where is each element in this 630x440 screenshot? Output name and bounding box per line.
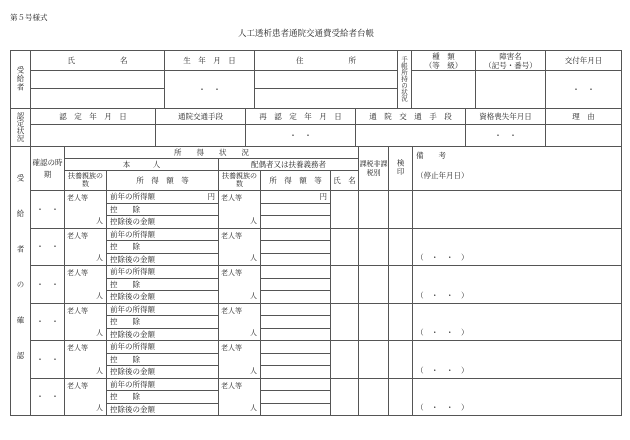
- spouse-post-deduction-cell[interactable]: [261, 291, 331, 304]
- spouse-person-unit: 人: [250, 254, 257, 262]
- col-timing: 確認の時期: [31, 147, 65, 191]
- self-deduction-cell[interactable]: [107, 278, 219, 291]
- col-remarks: [413, 147, 622, 191]
- col-type: 種 類 （等 級）: [412, 51, 476, 71]
- col-issue: 交付年月日: [546, 51, 622, 71]
- self-prev-income-cell[interactable]: [107, 228, 219, 241]
- tax-status-cell[interactable]: [359, 378, 389, 416]
- spouse-deduction-cell[interactable]: [261, 203, 331, 216]
- prev-income-label: 前年の所得額: [110, 192, 155, 202]
- self-deduction-cell[interactable]: [107, 203, 219, 216]
- certification-section-label: 認定状況: [11, 109, 31, 147]
- means-cell-2[interactable]: [356, 125, 466, 147]
- spouse-income-cell[interactable]: [261, 341, 331, 354]
- deduction-label: 控 除: [110, 204, 140, 214]
- seal-cell[interactable]: [389, 266, 413, 304]
- page-title: 人工透析患者通院交通費受給者台帳: [238, 29, 375, 39]
- self-dependents-cell[interactable]: [65, 303, 107, 341]
- recipient-section-label: 受給者: [11, 51, 31, 109]
- spouse-deduction-cell[interactable]: [261, 241, 331, 254]
- post-deduction-label: 控除後の金額: [110, 292, 155, 302]
- col-cert-date: 認 定 年 月 日: [31, 109, 156, 125]
- self-post-deduction-cell[interactable]: [107, 366, 219, 379]
- post-deduction-label: 控除後の金額: [110, 217, 155, 227]
- stop-date-placeholder: （ ・ ・ ）: [416, 290, 469, 300]
- self-person-unit: 人: [96, 366, 103, 375]
- col-loss-date: 資格喪失年月日: [466, 109, 546, 125]
- col-birth: 生 年 月 日: [165, 51, 255, 71]
- spouse-dependents-cell[interactable]: [219, 191, 261, 229]
- tax-status-cell[interactable]: [359, 191, 389, 229]
- self-person-unit: 人: [96, 254, 103, 262]
- self-person-unit: 人: [96, 216, 103, 225]
- address-cell-2[interactable]: [255, 89, 398, 109]
- spouse-elderly-label: 老人等: [221, 344, 242, 352]
- spouse-name-cell[interactable]: [331, 191, 359, 229]
- reason-cell[interactable]: [546, 125, 622, 147]
- spouse-post-deduction-cell[interactable]: [261, 253, 331, 266]
- spouse-name-cell[interactable]: [331, 228, 359, 266]
- deduction-label: 控 除: [110, 317, 140, 327]
- confirm-date-cell[interactable]: ・ ・: [31, 303, 65, 341]
- stop-date-placeholder: （ ・ ・ ）: [416, 328, 469, 337]
- yen-unit: 円: [207, 192, 215, 202]
- spouse-income-cell[interactable]: [261, 191, 331, 204]
- tax-status-cell[interactable]: [359, 303, 389, 341]
- spouse-name-cell[interactable]: [331, 341, 359, 379]
- prev-income-label: 前年の所得額: [110, 379, 155, 389]
- spouse-post-deduction-cell[interactable]: [261, 366, 331, 379]
- col-dependents-spouse: 扶養親族の数: [219, 171, 261, 191]
- spouse-elderly-label: 老人等: [221, 306, 242, 315]
- recipient-table: [10, 50, 622, 109]
- spouse-deduction-cell[interactable]: [261, 316, 331, 329]
- col-address: 住 所: [255, 51, 398, 71]
- col-reason: 理 由: [546, 109, 622, 125]
- remarks-cell[interactable]: [413, 341, 622, 379]
- spouse-elderly-label: 老人等: [221, 231, 242, 240]
- remarks-sub: （停止年月日）: [416, 171, 469, 180]
- self-prev-income-cell[interactable]: [107, 303, 219, 316]
- col-seal: 検印: [389, 147, 413, 191]
- col-income-amt-self: 所 得 額 等: [107, 171, 219, 191]
- spouse-income-cell[interactable]: [261, 228, 331, 241]
- post-deduction-label: 控除後の金額: [110, 254, 155, 264]
- deduction-label: 控 除: [110, 392, 140, 402]
- self-elderly-label: 老人等: [67, 194, 88, 202]
- spouse-name-cell[interactable]: [331, 378, 359, 416]
- spouse-post-deduction-cell[interactable]: [261, 216, 331, 229]
- confirmation-table: [10, 146, 622, 416]
- col-recert-date: 再 認 定 年 月 日: [246, 109, 356, 125]
- loss-date-cell[interactable]: ・ ・: [466, 125, 546, 147]
- form-number: 第５号様式: [10, 13, 48, 22]
- spouse-deduction-cell[interactable]: [261, 353, 331, 366]
- self-elderly-label: 老人等: [67, 381, 88, 390]
- seal-cell[interactable]: [389, 191, 413, 229]
- stop-date-placeholder: （ ・ ・ ）: [416, 365, 469, 375]
- issue-date-cell[interactable]: ・ ・: [546, 71, 622, 109]
- spouse-deduction-cell[interactable]: [261, 391, 331, 404]
- spouse-name-cell[interactable]: [331, 303, 359, 341]
- spouse-income-cell[interactable]: [261, 303, 331, 316]
- stop-date-placeholder: （ ・ ・ ）: [416, 253, 469, 262]
- remarks-cell[interactable]: [413, 191, 622, 229]
- disability-cell[interactable]: [476, 71, 546, 109]
- spouse-elderly-label: 老人等: [221, 381, 242, 390]
- col-name: 氏 名: [31, 51, 165, 71]
- self-prev-income-cell[interactable]: [107, 266, 219, 279]
- spouse-person-unit: 人: [250, 366, 257, 375]
- self-dependents-cell[interactable]: [65, 378, 107, 416]
- self-elderly-label: 老人等: [67, 231, 88, 240]
- spouse-post-deduction-cell[interactable]: [261, 328, 331, 341]
- self-elderly-label: 老人等: [67, 269, 88, 277]
- type-cell[interactable]: [412, 71, 476, 109]
- col-dependents-self: 扶養親族の数: [65, 171, 107, 191]
- seal-cell[interactable]: [389, 341, 413, 379]
- remarks-cell[interactable]: [413, 266, 622, 304]
- col-tax: 課税非課税別: [359, 147, 389, 191]
- self-elderly-label: 老人等: [67, 344, 88, 352]
- prev-income-label: 前年の所得額: [110, 267, 155, 277]
- spouse-name-cell[interactable]: [331, 266, 359, 304]
- self-deduction-cell[interactable]: [107, 391, 219, 404]
- self-dependents-cell[interactable]: [65, 266, 107, 304]
- deduction-label: 控 除: [110, 354, 140, 364]
- tax-status-cell[interactable]: [359, 341, 389, 379]
- spouse-deduction-cell[interactable]: [261, 278, 331, 291]
- confirm-date-cell[interactable]: ・ ・: [31, 266, 65, 304]
- deduction-label: 控 除: [110, 242, 140, 252]
- remarks-label: 備 考: [416, 151, 447, 160]
- confirm-date-cell[interactable]: ・ ・: [31, 191, 65, 229]
- spouse-person-unit: 人: [250, 404, 257, 412]
- col-income: 所 得 状 況: [65, 147, 359, 159]
- self-deduction-cell[interactable]: [107, 353, 219, 366]
- birth-date-cell[interactable]: ・ ・: [165, 71, 255, 109]
- yen-unit: 円: [319, 192, 327, 202]
- spouse-elderly-label: 老人等: [221, 269, 242, 277]
- col-spouse: 配偶者又は扶養義務者: [219, 159, 359, 171]
- self-dependents-cell[interactable]: [65, 191, 107, 229]
- spouse-elderly-label: 老人等: [221, 194, 242, 202]
- remarks-cell[interactable]: [413, 303, 622, 341]
- post-deduction-label: 控除後の金額: [110, 404, 155, 414]
- recert-date-cell[interactable]: ・ ・: [246, 125, 356, 147]
- self-post-deduction-cell[interactable]: [107, 403, 219, 416]
- spouse-person-unit: 人: [250, 291, 257, 300]
- tax-status-cell[interactable]: [359, 266, 389, 304]
- col-spouse-name: 氏 名: [331, 171, 359, 191]
- stop-date-placeholder: （ ・ ・ ）: [416, 403, 469, 412]
- spouse-income-cell[interactable]: [261, 266, 331, 279]
- remarks-cell[interactable]: [413, 378, 622, 416]
- self-post-deduction-cell[interactable]: [107, 291, 219, 304]
- col-means-2: 通 院 交 通 手 段: [356, 109, 466, 125]
- deduction-label: 控 除: [110, 279, 140, 289]
- prev-income-label: 前年の所得額: [110, 304, 155, 314]
- col-techo: 手帳所持の状況: [398, 51, 412, 109]
- self-prev-income-cell[interactable]: [107, 191, 219, 204]
- col-means: 通院交通手段: [156, 109, 246, 125]
- spouse-post-deduction-cell[interactable]: [261, 403, 331, 416]
- col-income-amt-spouse: 所 得 額 等: [261, 171, 331, 191]
- self-post-deduction-cell[interactable]: [107, 216, 219, 229]
- confirm-date-cell[interactable]: ・ ・: [31, 228, 65, 266]
- self-dependents-cell[interactable]: [65, 228, 107, 266]
- remarks-cell[interactable]: [413, 228, 622, 266]
- tax-status-cell[interactable]: [359, 228, 389, 266]
- spouse-income-cell[interactable]: [261, 378, 331, 391]
- prev-income-label: 前年の所得額: [110, 229, 155, 239]
- confirm-date-cell[interactable]: ・ ・: [31, 341, 65, 379]
- spouse-dependents-cell[interactable]: [219, 378, 261, 416]
- self-person-unit: 人: [96, 329, 103, 337]
- self-post-deduction-cell[interactable]: [107, 253, 219, 266]
- self-post-deduction-cell[interactable]: [107, 328, 219, 341]
- post-deduction-label: 控除後の金額: [110, 367, 155, 377]
- confirm-date-cell[interactable]: ・ ・: [31, 378, 65, 416]
- name-kana-cell[interactable]: [31, 71, 165, 89]
- spouse-dependents-cell[interactable]: [219, 341, 261, 379]
- self-prev-income-cell[interactable]: [107, 341, 219, 354]
- means-cell[interactable]: [156, 125, 246, 147]
- address-cell-1[interactable]: [255, 71, 398, 89]
- col-self: 本 人: [65, 159, 219, 171]
- self-elderly-label: 老人等: [67, 306, 88, 315]
- name-cell[interactable]: [31, 89, 165, 109]
- spouse-person-unit: 人: [250, 216, 257, 225]
- certification-table: [10, 108, 622, 147]
- spouse-person-unit: 人: [250, 329, 257, 337]
- prev-income-label: 前年の所得額: [110, 342, 155, 352]
- cert-date-cell[interactable]: [31, 125, 156, 147]
- self-dependents-cell[interactable]: [65, 341, 107, 379]
- seal-cell[interactable]: [389, 228, 413, 266]
- spouse-dependents-cell[interactable]: [219, 228, 261, 266]
- spouse-dependents-cell[interactable]: [219, 266, 261, 304]
- post-deduction-label: 控除後の金額: [110, 329, 155, 339]
- seal-cell[interactable]: [389, 303, 413, 341]
- self-deduction-cell[interactable]: [107, 241, 219, 254]
- self-prev-income-cell[interactable]: [107, 378, 219, 391]
- self-person-unit: 人: [96, 404, 103, 412]
- seal-cell[interactable]: [389, 378, 413, 416]
- confirmation-side-label: 受給者の確認: [11, 147, 31, 416]
- self-person-unit: 人: [96, 291, 103, 300]
- self-deduction-cell[interactable]: [107, 316, 219, 329]
- col-disability: 障害名 （記号・番号）: [476, 51, 546, 71]
- spouse-dependents-cell[interactable]: [219, 303, 261, 341]
